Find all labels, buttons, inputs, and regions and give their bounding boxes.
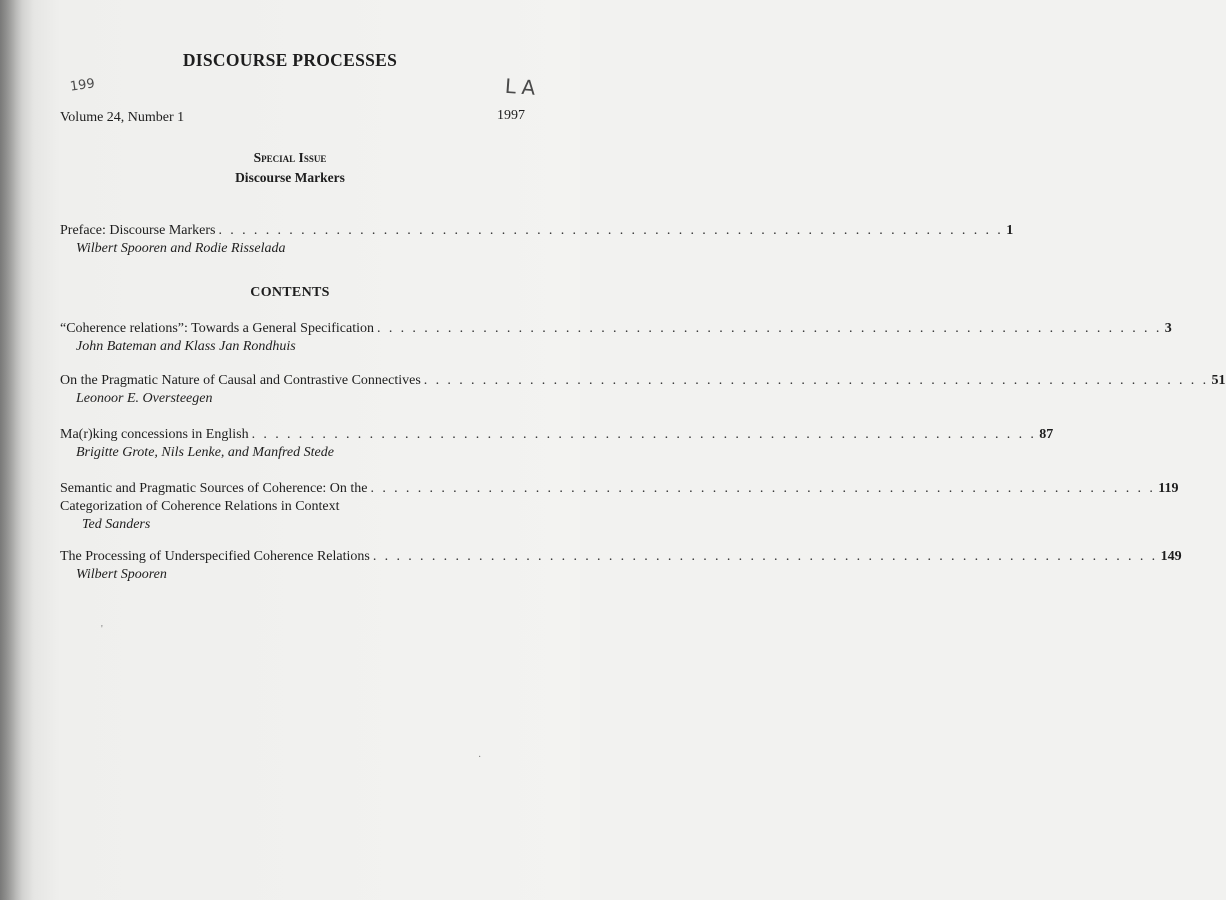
toc-entry [60,426,1054,462]
toc-entry-page: 1 [1006,223,1014,238]
volume-number: Volume 24, Number 1 [60,110,185,125]
toc-entry-preface [60,222,1014,258]
toc-entry-authors: John Bateman and Klass Jan Rondhuis [76,339,296,354]
handwritten-note-right: LA [504,73,542,101]
toc-entry-title: “Coherence relations”: Towards a General Specification [60,321,375,336]
toc-entry-authors: Wilbert Spooren and Rodie Risselada [76,241,286,256]
dot-leader: . . . . . . . . . . . . . . . . . . . . . . . . . . . . . . . . . . . . . . . . . . . . . . . . . . . . . . . . . . . . . . . . . . . [370,481,1156,496]
contents-heading: CONTENTS [250,285,330,300]
scan-speck: ' [101,624,103,635]
toc-entry-authors: Wilbert Spooren [76,567,167,582]
publication-year: 1997 [497,108,525,123]
journal-title: DISCOURSE PROCESSES [182,50,398,70]
toc-entry [60,320,1172,356]
toc-entry-page: 51 [1211,373,1226,388]
dot-leader: . . . . . . . . . . . . . . . . . . . . . . . . . . . . . . . . . . . . . . . . . . . . . . . . . . . . . . . . . . . . . . . . . . . [218,223,1004,238]
toc-entry-title: On the Pragmatic Nature of Causal and Contrastive Connectives [60,373,421,388]
toc-entry-page: 119 [1158,481,1179,496]
special-issue-topic: Discourse Markers [235,170,345,185]
binding-shadow [0,0,22,900]
toc-entry [60,548,1182,584]
toc-entry-page: 149 [1160,549,1182,564]
dot-leader: . . . . . . . . . . . . . . . . . . . . . . . . . . . . . . . . . . . . . . . . . . . . . . . . . . . . . . . . . . . . . . . . . . . [377,321,1162,336]
toc-entry [60,480,1179,534]
toc-entry-title-continued: Categorization of Coherence Relations in Context [60,499,340,514]
toc-entry-page: 3 [1164,321,1172,336]
special-issue-label: Special Issue [253,150,327,165]
toc-entry-authors: Brigitte Grote, Nils Lenke, and Manfred Stede [76,445,334,460]
toc-entry-page: 87 [1039,427,1054,442]
dot-leader: . . . . . . . . . . . . . . . . . . . . . . . . . . . . . . . . . . . . . . . . . . . . . . . . . . . . . . . . . . . . . . . . . . . [423,373,1209,388]
dot-leader: . . . . . . . . . . . . . . . . . . . . . . . . . . . . . . . . . . . . . . . . . . . . . . . . . . . . . . . . . . . . . . . . . . . [251,427,1037,442]
toc-entry-title: Ma(r)king concessions in English [60,427,249,442]
handwritten-note-left: 199 [69,76,96,95]
toc-entry-authors: Ted Sanders [82,517,151,532]
dot-leader: . . . . . . . . . . . . . . . . . . . . . . . . . . . . . . . . . . . . . . . . . . . . . . . . . . . . . . . . . . . . . . . . . . . [372,549,1158,564]
toc-entry-title: The Processing of Underspecified Coherence Relations [60,549,370,564]
toc-entry-title: Preface: Discourse Markers [60,223,216,238]
toc-entry-authors: Leonoor E. Oversteegen [76,391,213,406]
toc-entry [60,372,1226,408]
scan-speck: · [478,752,482,763]
toc-entry-title: Semantic and Pragmatic Sources of Coherence: On the [60,481,368,496]
